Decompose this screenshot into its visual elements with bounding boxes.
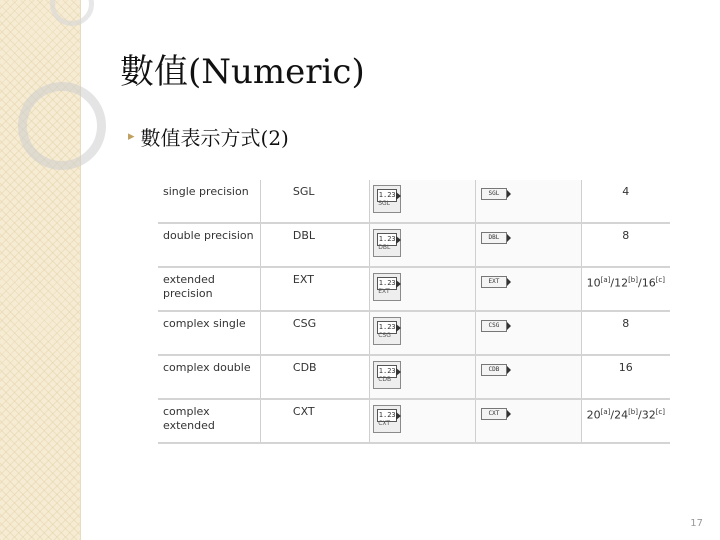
size-bytes: 8 <box>581 311 670 355</box>
type-name: complex single <box>158 311 260 355</box>
slide-title: 數值(Numeric) <box>120 52 365 92</box>
numeric-constant-icon: DBL <box>481 232 507 244</box>
numeric-terminal-icon: 1.23 CSG <box>373 317 401 345</box>
constant-icon-cell <box>475 223 581 267</box>
terminal-icon-cell <box>370 267 476 311</box>
type-abbreviation: CDB <box>260 355 369 399</box>
terminal-icon-cell <box>370 311 476 355</box>
terminal-icon-cell <box>370 399 476 443</box>
constant-icon-cell <box>475 399 581 443</box>
numeric-constant-icon: EXT <box>481 276 507 288</box>
terminal-icon-cell <box>370 223 476 267</box>
numeric-constant-icon: CSG <box>481 320 507 332</box>
type-abbreviation: SGL <box>260 180 369 223</box>
table-row <box>158 399 670 443</box>
numeric-terminal-icon: 1.23 DBL <box>373 229 401 257</box>
type-abbreviation: CXT <box>260 399 369 443</box>
size-bytes: 10[a]/12[b]/16[c] <box>581 267 670 311</box>
table-row <box>158 223 670 267</box>
bullet-item <box>128 122 289 151</box>
numeric-terminal-icon: 1.23 EXT <box>373 273 401 301</box>
type-name: single precision <box>158 180 260 223</box>
numeric-terminal-icon: 1.23 SGL <box>373 185 401 213</box>
type-name: double precision <box>158 223 260 267</box>
type-name: complex double <box>158 355 260 399</box>
terminal-icon-cell <box>370 355 476 399</box>
numeric-terminal-icon: 1.23 CXT <box>373 405 401 433</box>
table-row <box>158 355 670 399</box>
page-number: 17 <box>690 518 703 529</box>
bullet-text: 數值表示方式(2) <box>140 126 289 150</box>
type-abbreviation: EXT <box>260 267 369 311</box>
type-abbreviation: DBL <box>260 223 369 267</box>
numeric-constant-icon: CDB <box>481 364 507 376</box>
size-bytes: 8 <box>581 223 670 267</box>
size-bytes: 4 <box>581 180 670 223</box>
decorative-sidebar <box>0 0 81 540</box>
table-row <box>158 267 670 311</box>
terminal-icon-cell <box>370 180 476 223</box>
constant-icon-cell <box>475 355 581 399</box>
numeric-types-table <box>158 180 670 444</box>
numeric-terminal-icon: 1.23 CDB <box>373 361 401 389</box>
constant-icon-cell <box>475 180 581 223</box>
table-row <box>158 311 670 355</box>
bullet-icon: ▸ <box>128 129 135 144</box>
constant-icon-cell <box>475 267 581 311</box>
numeric-constant-icon: CXT <box>481 408 507 420</box>
decorative-ring-large <box>18 82 106 170</box>
type-name: extended precision <box>158 267 260 311</box>
size-bytes: 16 <box>581 355 670 399</box>
table-row <box>158 180 670 223</box>
type-name: complex extended <box>158 399 260 443</box>
numeric-constant-icon: SGL <box>481 188 507 200</box>
type-abbreviation: CSG <box>260 311 369 355</box>
size-bytes: 20[a]/24[b]/32[c] <box>581 399 670 443</box>
constant-icon-cell <box>475 311 581 355</box>
